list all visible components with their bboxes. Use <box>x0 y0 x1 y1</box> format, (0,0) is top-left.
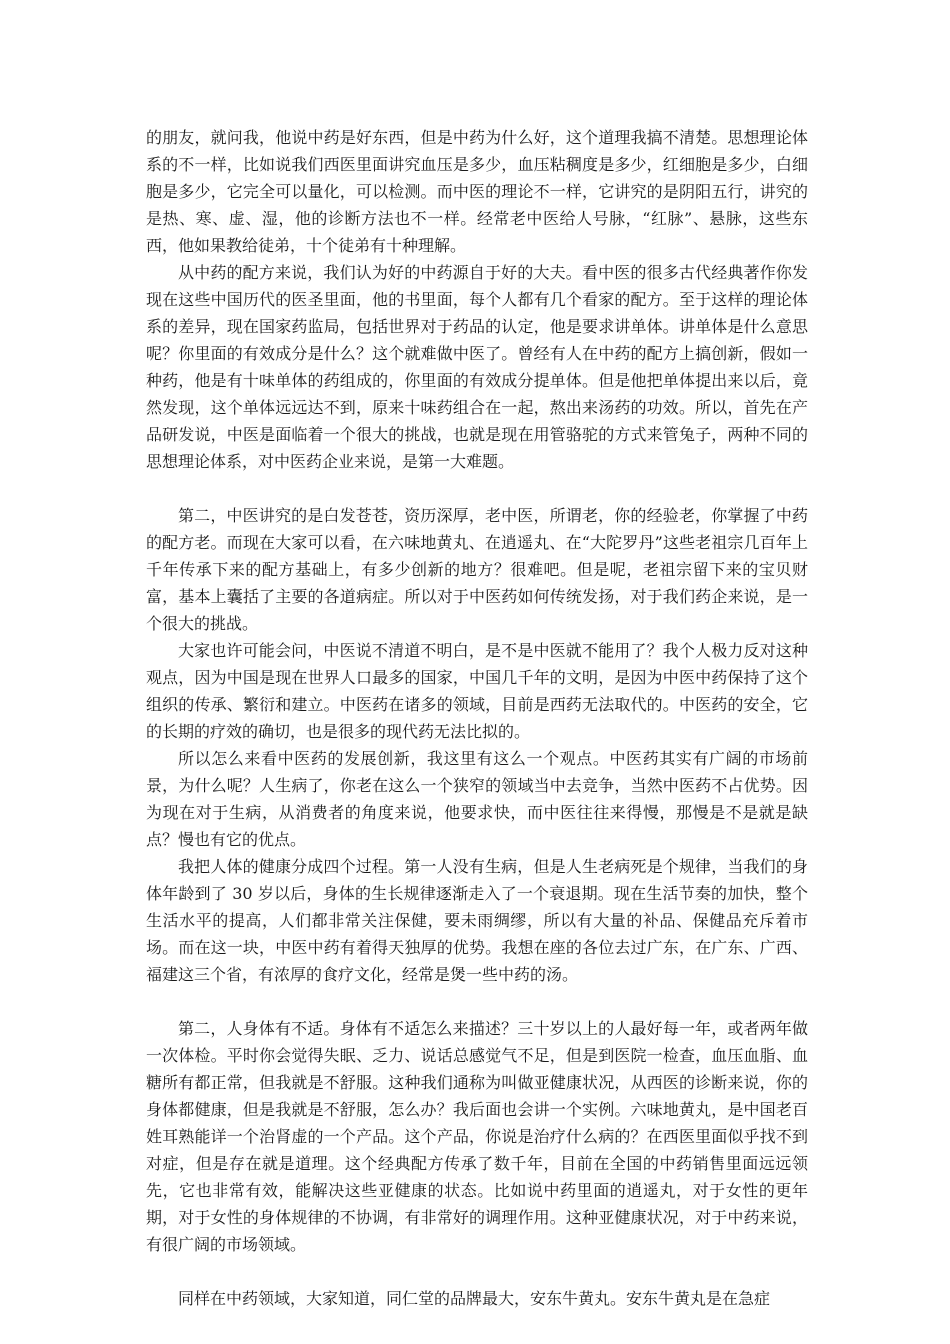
paragraph-3: 第二，中医讲究的是白发苍苍，资历深厚，老中医，所谓老，你的经验老，你掌握了中药的配方老。而现在大家可以看，在六味地黄丸、在逍遥丸、在“大陀罗丹”这些老祖宗几百年上千年传承下来的配方基础上，有多少创新的地方？很难吧。但是呢，老祖宗留下来的宝贝财富，基本上囊括了主要的各道病症。所以对于中医药如何传统发扬，对于我们药企来说，是一个很大的挑战。 <box>146 506 808 633</box>
paragraph-1: 的朋友，就问我，他说中药是好东西，但是中药为什么好，这个道理我搞不清楚。思想理论体系的不一样，比如说我们西医里面讲究血压是多少，血压粘稠度是多少，红细胞是多少，白细胞是多少，它完全可以量化，可以检测。而中医的理论不一样，它讲究的是阴阳五行，讲究的是热、寒、虚、湿，他的诊断方法也不一样。经常老中医给人号脉，“红脉”、悬脉，这些东西，他如果教给徒弟，十个徒弟有十种理解。 <box>146 128 808 255</box>
paragraph-2: 从中药的配方来说，我们认为好的中药源自于好的大夫。看中医的很多古代经典著作你发现在这些中国历代的医圣里面，他的书里面，每个人都有几个看家的配方。至于这样的理论体系的差异，现在国家药监局，包括世界对于药品的认定，他是要求讲单体。讲单体是什么意思呢？你里面的有效成分是什么？这个就难做中医了。曾经有人在中药的配方上搞创新，假如一种药，他是有十味单体的药组成的，你里面的有效成分提单体。但是他把单体提出来以后，竟然发现，这个单体远远达不到，原来十味药组合在一起，熬出来汤药的功效。所以，首先在产品研发说，中医是面临着一个很大的挑战，也就是现在用管骆驼的方式来管兔子，两种不同的思想理论体系，对中医药企业来说，是第一大难题。 <box>146 263 808 471</box>
paragraph-4: 大家也许可能会问，中医说不清道不明白，是不是中医就不能用了？我个人极力反对这种观点，因为中国是现在世界人口最多的国家，中国几千年的文明，是因为中医中药保持了这个组织的传承、繁衍和建立。中医药在诸多的领域，目前是西药无法取代的。中医药的安全，它的长期的疗效的确切，也是很多的现代药无法比拟的。 <box>146 641 808 741</box>
paragraph-5: 所以怎么来看中医药的发展创新，我这里有这么一个观点。中医药其实有广阔的市场前景，为什么呢？人生病了，你老在这么一个狭窄的领域当中去竞争，当然中医药不占优势。因为现在对于生病，从消费者的角度来说，他要求快，而中医往往来得慢，那慢是不是就是缺点？慢也有它的优点。 <box>146 749 808 849</box>
paragraph-6: 我把人体的健康分成四个过程。第一人没有生病，但是人生老病死是个规律，当我们的身体年龄到了 30 岁以后，身体的生长规律逐渐走入了一个衰退期。现在生活节奏的加快，整个生活水平的提高，人们都非常关注保健，要未雨绸缪，所以有大量的补品、保健品充斥着市场。而在这一块，中医中药有着得天独厚的优势。我想在座的各位去过广东，在广东、广西、福建这三个省，有浓厚的食疗文化，经常是煲一些中药的汤。 <box>146 857 808 984</box>
paragraph-7: 第二，人身体有不适。身体有不适怎么来描述？三十岁以上的人最好每一年，或者两年做一次体检。平时你会觉得失眠、乏力、说话总感觉气不足，但是到医院一检查，血压血脂、血糖所有都正常，但我就是不舒服。这种我们通称为叫做亚健康状况，从西医的诊断来说，你的身体都健康，但是我就是不舒服，怎么办？我后面也会讲一个实例。六味地黄丸，是中国老百姓耳熟能详一个治肾虚的一个产品。这个产品，你说是治疗什么病的？在西医里面似乎找不到对症，但是存在就是道理。这个经典配方传承了数千年，目前在全国的中药销售里面远远领先，它也非常有效，能解决这些亚健康的状态。比如说中药里面的逍遥丸，对于女性的更年期，对于女性的身体规律的不协调，有非常好的调理作用。这种亚健康状况，对于中药来说，有很广阔的市场领域。 <box>146 1019 808 1254</box>
paragraph-8: 同样在中药领域，大家知道，同仁堂的品牌最大，安东牛黄丸。安东牛黄丸是在急症 <box>178 1289 771 1308</box>
document-page <box>146 124 808 1312</box>
